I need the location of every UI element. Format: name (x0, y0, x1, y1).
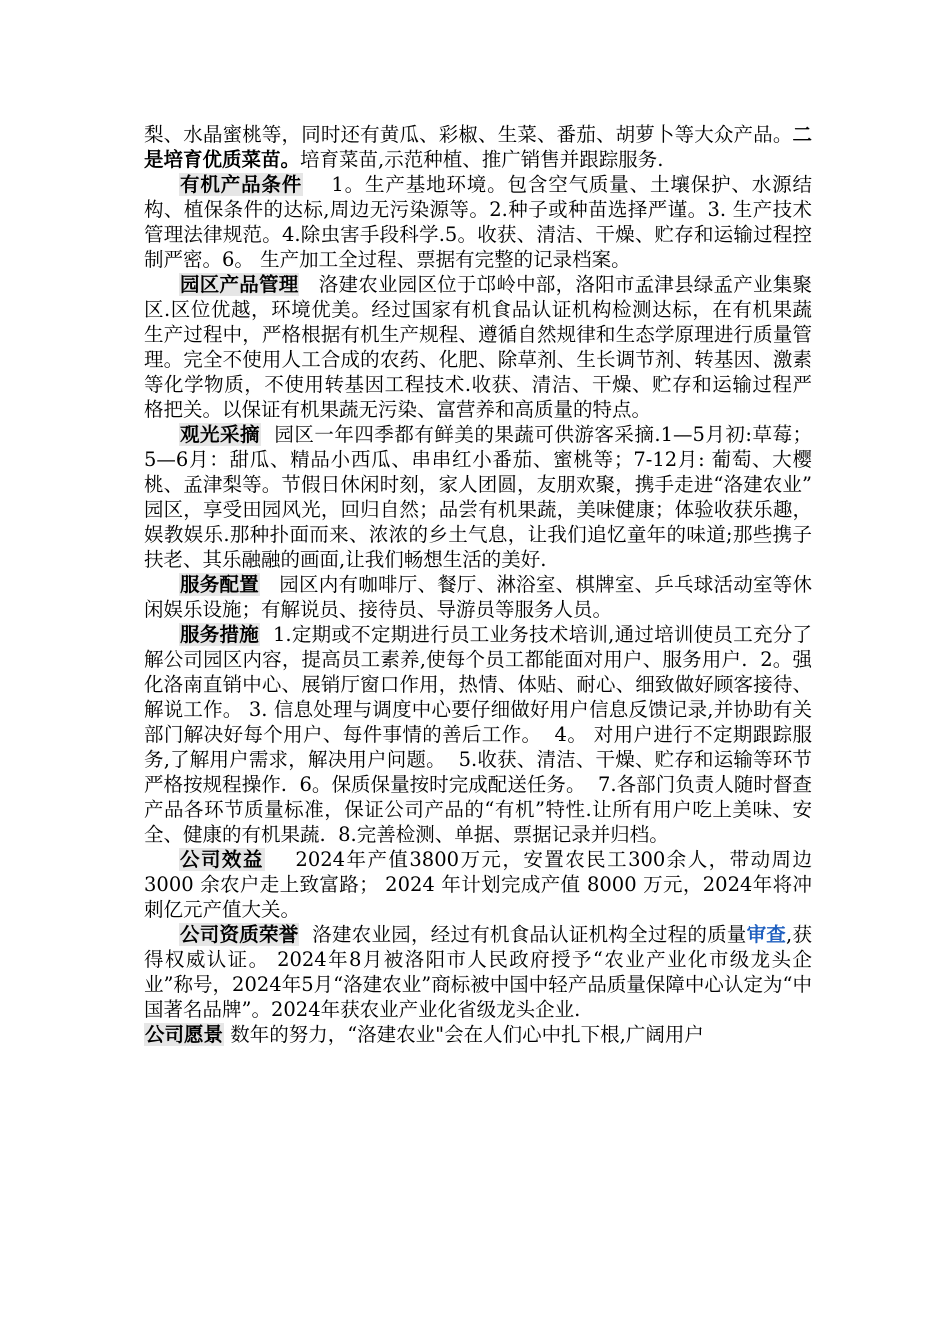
sightseeing-picking-body: 园区一年四季都有鲜美的果蔬可供游客采摘.1—5月初:草莓； 5—6月：甜瓜、精品小西瓜、串串红小番茄、蜜桃等；7-12月: 葡萄、大樱桃、孟津梨等。节假日休闲时刻，家人团圆，友朋欢聚，携手走进“洛建农业” 园区，享受田园风光，回归自然；品尝有机果蔬，美味健康；体验收获乐趣，娱教娱乐.那种扑面而来、浓浓的乡土气息，让我们追忆童年的味道;那些携子扶老、其乐融融的画面,让我们畅想生活的美好. (144, 423, 825, 571)
company-honors-body-continued: ,获得权威认证。 2024年8月被洛阳市人民政府授予“农业产业化市级龙头企业”称号，2024年5月“洛建农业”商标被中国中轻产品质量保障中心认定为“中国著名品牌”。2024年获农业产业化省级龙头企业. (144, 923, 812, 1021)
organic-conditions-paragraph (144, 172, 812, 272)
service-facilities-paragraph (144, 572, 812, 622)
service-measures-paragraph (144, 622, 812, 847)
product-management-heading: 园区产品管理 (180, 273, 299, 296)
document-body (144, 122, 825, 1047)
company-vision-paragraph (144, 1022, 812, 1047)
company-honors-body: 洛建农业园，经过有机食品认证机构全过程的质量 (299, 923, 747, 946)
company-benefit-heading: 公司效益 (180, 848, 264, 871)
organic-conditions-heading: 有机产品条件 (180, 173, 303, 196)
product-management-paragraph (144, 272, 812, 422)
intro-bold-text: 二是培育优质菜苗。 (144, 123, 812, 171)
intro-paragraph (144, 122, 812, 172)
company-benefit-body: 2024年产值3800万元，安置农民工300余人，带动周边 3000 余农户走上致富路； 2024 年计划完成产值 8000 万元，2024年将冲刺亿元产值大关。 (144, 848, 819, 921)
sightseeing-picking-heading: 观光采摘 (180, 423, 261, 446)
company-vision-body: 数年的努力，“洛建农业"会在人们心中扎下根,广阔用户 (224, 1023, 704, 1046)
sightseeing-picking-paragraph (144, 422, 825, 572)
organic-conditions-body: 1。生产基地环境。包含空气质量、土壤保护、水源结构、植保条件的达标,周边无污染源等。2.种子或种苗选择严谨。3. 生产技术管理法律规范。4.除虫害手段科学.5。收获、清洁、干燥、贮存和运输过程控制严密。6。 生产加工全过程、票据有完整的记录档案。 (144, 173, 812, 271)
service-measures-heading: 服务措施 (180, 623, 260, 646)
service-facilities-heading: 服务配置 (180, 573, 259, 596)
company-benefit-paragraph (144, 847, 819, 922)
company-honors-paragraph (144, 922, 812, 1022)
service-facilities-body: 园区内有咖啡厅、餐厅、淋浴室、棋牌室、乒乓球活动室等休闲娱乐设施；有解说员、接待员、导游员等服务人员。 (144, 573, 812, 621)
review-link[interactable]: 审查 (746, 923, 787, 946)
company-honors-heading: 公司资质荣誉 (180, 923, 299, 946)
intro-text: 梨、水晶蜜桃等，同时还有黄瓜、彩椒、生菜、番茄、胡萝卜等大众产品。 (144, 123, 793, 146)
company-vision-heading: 公司愿景 (145, 1023, 224, 1046)
service-measures-body: 1.定期或不定期进行员工业务技术培训,通过培训使员工充分了解公司园区内容，提高员工素养,使每个员工都能面对用户、服务用户. 2。强化洛南直销中心、展销厅窗口作用，热情、体贴、耐心、细致做好顾客接待、解说工作。 3. 信息处理与调度中心要仔细做好用户信息反馈记录,并协助有关部门解决好每个用户、每件事情的善后工作。 4。 对用户进行不定期跟踪服务,了解用户需求，解决用户问题。 5.收获、清洁、干燥、贮存和运输等环节严格按规程操作. 6。保质保量按时完成配送任务。 7.各部门负责人随时督查产品各环节质量标准，保证公司产品的“有机”特性.让所有用户吃上美味、安全、健康的有机果蔬. 8.完善检测、单据、票据记录并归档。 (144, 623, 812, 846)
product-management-body: 洛建农业园区位于邙岭中部，洛阳市孟津县绿孟产业集聚区.区位优越，环境优美。经过国家有机食品认证机构检测达标，在有机果蔬生产过程中，严格根据有机生产规程、遵循自然规律和生态学原理进行质量管理。完全不使用人工合成的农药、化肥、除草剂、生长调节剂、转基因、激素等化学物质，不使用转基因工程技术.收获、清洁、干燥、贮存和运输过程严格把关。以保证有机果蔬无污染、富营养和高质量的特点。 (144, 273, 812, 421)
intro-text-continued: 培育菜苗,示范种植、推广销售并跟踪服务. (300, 148, 664, 171)
